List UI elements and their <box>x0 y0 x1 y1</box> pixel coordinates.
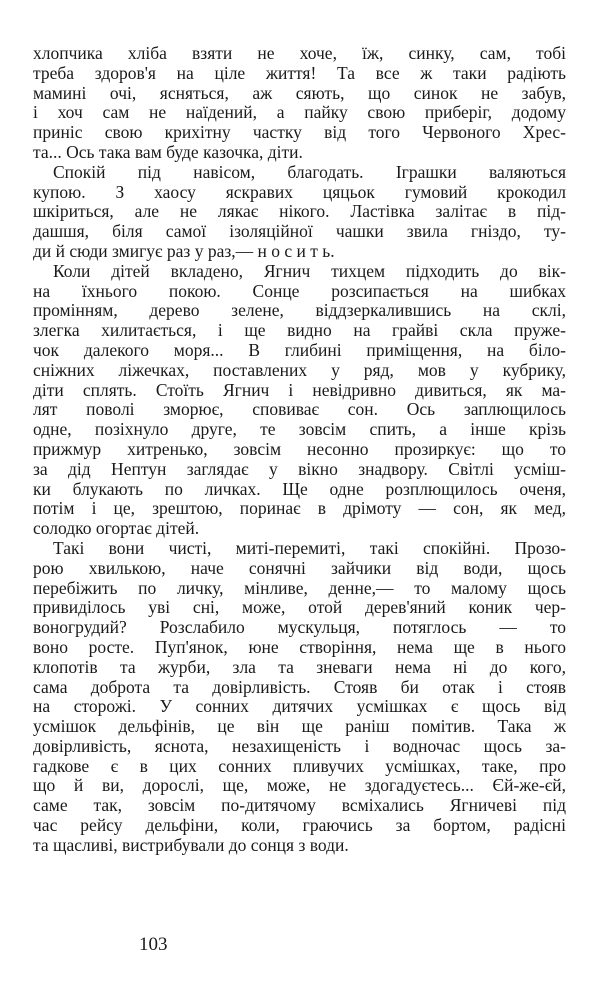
text-line: сніжних ліжечках, поставлених у ряд, мов у кубрику, <box>33 360 566 380</box>
text-line: усмішок дельфінів, це він ще раніш помітив. Така ж <box>33 717 566 737</box>
page-number: 103 <box>139 934 168 955</box>
text-line: лят поволі зморює, сповиває сон. Ось заплющилось <box>33 400 566 420</box>
text-line: сама доброта та довірливість. Стояв би отак і стояв <box>33 677 566 697</box>
text-line: одне, позіхнуло друге, те зовсім спить, а інше крізь <box>33 420 566 440</box>
text-line: треба здоров'я на ціле життя! Та все ж таки радіють <box>33 63 566 83</box>
text-line: Спокій під навісом, благодать. Іграшки валяються <box>53 162 566 182</box>
text-line: прижмур хитренько, зовсім несонно прозиркує: що то <box>33 439 566 459</box>
text-line: Коли дітей вкладено, Ягнич тихцем підходить до вік- <box>53 261 566 281</box>
text-line: потім і це, зрештою, поринає в дрімоту — сон, як мед, <box>33 499 566 519</box>
text-line: що й ви, дорослі, ще, може, не здогадуєтесь... Єй-же-єй, <box>33 776 566 796</box>
text-line: перебіжить по личку, мінливе, денне,— то малому щось <box>33 578 566 598</box>
text-line: і хоч сам не наїдений, а пайку свою приберіг, додому <box>33 103 566 123</box>
page-body-text <box>33 44 566 856</box>
text-line: ди й сюди змигує раз у раз,— н о с и т ь. <box>33 241 335 261</box>
text-line: купою. З хаосу яскравих цяцьок гумовий крокодил <box>33 182 566 202</box>
text-line: воногрудий? Розслабило мускульця, потяглось — то <box>33 618 566 638</box>
text-line: та щасливі, вистрибували до сонця з води. <box>33 835 349 855</box>
text-line: привиділось уві сні, може, отой дерев'яний коник чер- <box>33 598 566 618</box>
text-line: час рейсу дельфіни, коли, граючись за бортом, радісні <box>33 816 566 836</box>
text-line: промінням, дерево зелене, віддзеркалившись на склі, <box>33 301 566 321</box>
text-line: приніс свою крихітну частку від того Червоного Хрес- <box>33 123 566 143</box>
text-line: клопотів та журби, зла та зневаги нема ні до кого, <box>33 657 566 677</box>
text-line: воно росте. Пуп'янок, юне створіння, нема ще в нього <box>33 637 566 657</box>
text-line: на їхнього покою. Сонце розсипається на шибках <box>33 281 566 301</box>
text-line: шкіриться, але не лякає нікого. Ластівка залітає в під- <box>33 202 566 222</box>
text-line: та... Ось така вам буде казочка, діти. <box>33 142 303 162</box>
text-line: дашшя, біля самої ізоляційної чашки звила гніздо, ту- <box>33 222 566 242</box>
text-line: саме так, зовсім по-дитячому всміхались Ягничеві під <box>33 796 566 816</box>
text-line: злегка хилитається, і ще видно на грайві скла пруже- <box>33 321 566 341</box>
text-line: гадкове є в цих сонних пливучих усмішках, таке, про <box>33 756 566 776</box>
text-line: чок далекого моря... В глибині приміщення, на біло- <box>33 340 566 360</box>
text-line: мамині очі, ясняться, аж сяють, що синок не забув, <box>33 83 566 103</box>
text-line: на сторожі. У сонних дитячих усмішках є щось від <box>33 697 566 717</box>
text-line: солодко огортає дітей. <box>33 519 200 539</box>
text-line: ки блукають по личках. Ще одне розплющилось оченя, <box>33 479 566 499</box>
text-line: Такі вони чисті, миті-перемиті, такі спокійні. Прозо- <box>53 538 566 558</box>
text-line: довірливість, яснота, незахищеність і водночас щось за- <box>33 736 566 756</box>
text-line: діти сплять. Стоїть Ягнич і невідривно дивиться, як ма- <box>33 380 566 400</box>
text-line: за дід Нептун заглядає у вікно знадвору. Світлі усміш- <box>33 459 566 479</box>
text-line: рою хвилькою, наче сонячні зайчики від води, щось <box>33 558 566 578</box>
text-line: хлопчика хліба взяти не хоче, їж, синку, сам, тобі <box>33 44 566 63</box>
